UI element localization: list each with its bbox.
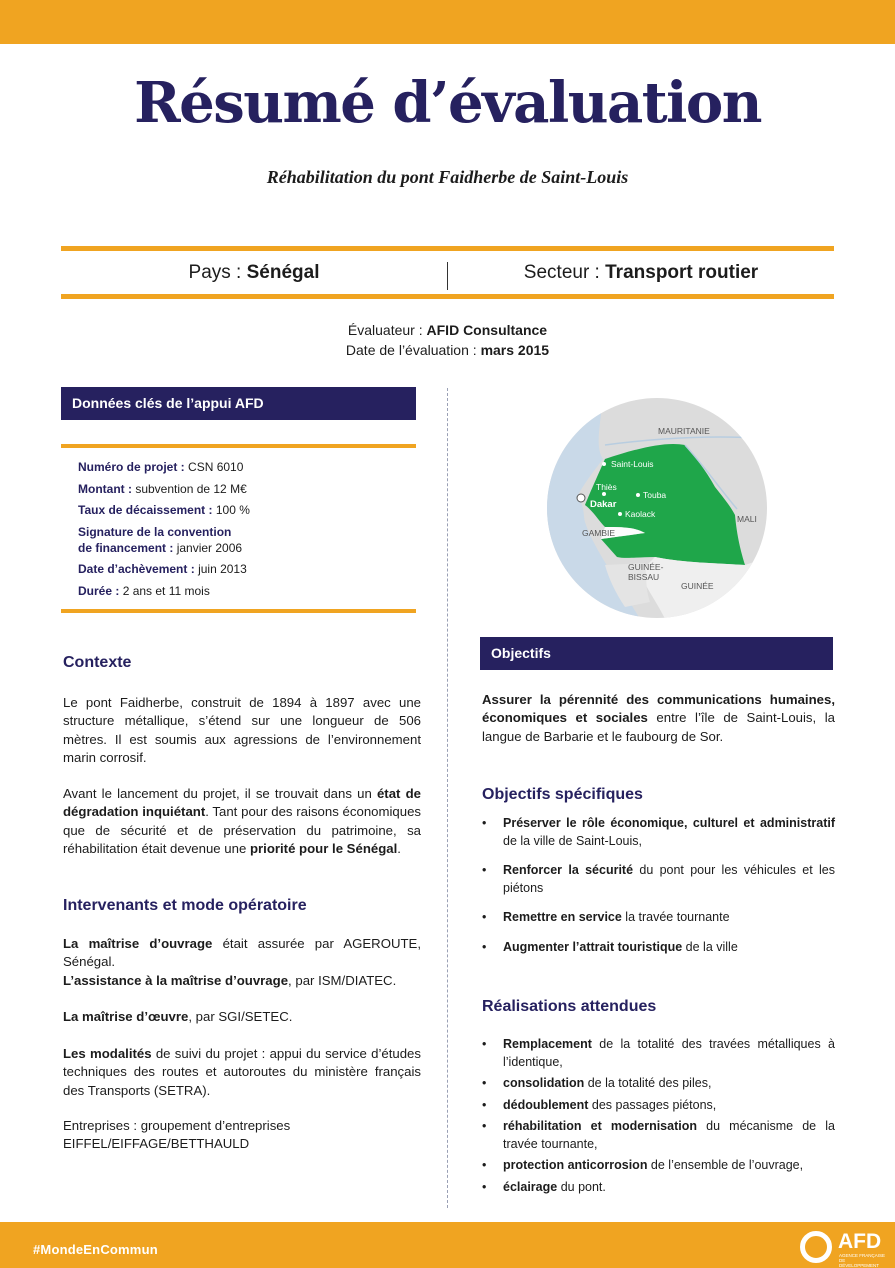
map-label-mauritanie: MAURITANIE [658, 426, 710, 436]
map-city-dot [636, 493, 640, 497]
secteur [448, 262, 834, 284]
map-label-guinee: GUINÉE [681, 581, 714, 591]
map-city-thies: Thiès [596, 482, 617, 492]
page-subtitle: Réhabilitation du pont Faidherbe de Saint-Louis [266, 167, 629, 187]
evaluateur-label: Évaluateur : [347, 322, 423, 338]
afd-ring-icon [800, 1231, 832, 1263]
list-item: • Remplacement de la totalité des travées métalliques à l’identique, [482, 1036, 835, 1071]
afd-logo-subtext: AGENCE FRANÇAISE DE DÉVELOPPEMENT [839, 1253, 886, 1268]
map-capital-dot [577, 494, 585, 502]
map-city-touba: Touba [643, 490, 667, 500]
hashtag-link[interactable]: #MondeEnCommun [33, 1242, 158, 1257]
list-item: • consolidation de la totalité des piles, [482, 1075, 835, 1093]
map-city-dakar: Dakar [590, 499, 617, 510]
map-city-dot [602, 492, 606, 496]
key-data-item: Durée : 2 ans et 11 mois [78, 583, 210, 598]
list-item: • Renforcer la sécurité du pont pour les véhicules et les piétons [482, 862, 835, 897]
map-city-dot [618, 512, 622, 516]
page-title: Résumé d’évaluation [134, 70, 761, 136]
specifiques-list [482, 815, 835, 956]
intervenants-heading: Intervenants et mode opératoire [63, 897, 307, 914]
date-label: Date de l’évaluation : [345, 342, 477, 358]
map-label-guinee-bissau-1: GUINÉE- [628, 562, 664, 572]
list-item: • Augmenter l’attrait touristique de la ville [482, 939, 835, 957]
intervenants-l1: La maîtrise d’ouvrage était assurée par AGEROUTE, Sénégal. [63, 936, 422, 970]
intervenants-l2: L’assistance à la maîtrise d’ouvrage, par ISM/DIATEC. [63, 973, 397, 988]
key-data-heading: Données clés de l’appui AFD [61, 387, 416, 420]
specifiques-heading: Objectifs spécifiques [482, 786, 643, 803]
list-item: • Remettre en service la travée tournante [482, 909, 835, 927]
pays-label: Pays : [188, 262, 242, 283]
key-data-list [78, 459, 408, 604]
list-item: • Préserver le rôle économique, culturel et administratif de la ville de Saint-Louis, [482, 815, 835, 850]
map-city-kaolack: Kaolack [625, 509, 656, 519]
key-data-item: Signature de la convention de financement : janvier 2006 [78, 524, 243, 555]
contexte-heading: Contexte [63, 654, 132, 671]
list-item: • dédoublement des passages piétons, [482, 1097, 835, 1115]
map-label-guinee-bissau-2: BISSAU [628, 572, 660, 582]
key-data-item: Montant : subvention de 12 M€ [78, 481, 247, 496]
realisations-list [482, 1036, 835, 1196]
key-data-item: Numéro de projet : CSN 6010 [78, 460, 244, 474]
pays [61, 262, 447, 284]
evaluateur-value: AFID Consultance [426, 322, 548, 338]
senegal-map [545, 397, 769, 619]
key-data-top-rule [61, 444, 416, 448]
evaluateur-line [0, 320, 895, 340]
afd-logo-text: AFD [838, 1230, 882, 1253]
column-divider [447, 388, 448, 1208]
intervenants-l3: La maîtrise d’œuvre, par SGI/SETEC. [63, 1009, 293, 1024]
afd-logo [800, 1228, 890, 1266]
map-label-gambie: GAMBIE [582, 528, 616, 538]
objectifs-paragraph: Assurer la pérennité des communications humaines, économiques et sociales entre l’île de Saint-Louis, la langue de Barbarie et le faubourg de Sor. [482, 692, 835, 744]
key-data-item: Date d’achèvement : juin 2013 [78, 562, 247, 576]
meta-band-bottom [61, 294, 834, 299]
contexte-p1: Le pont Faidherbe, construit de 1894 à 1897 avec une structure métallique, s’étend sur une longueur de 506 mètres. Il est soumis aux agressions de l’environnement marin corrosif. [63, 695, 421, 766]
intervenants-l4: Les modalités de suivi du projet : appui du service d’études techniques des routes et autoroutes du ministère français des Transports (SETRA). [63, 1046, 421, 1098]
list-item: • protection anticorrosion de l’ensemble de l’ouvrage, [482, 1157, 835, 1175]
date-value: mars 2015 [480, 342, 550, 358]
key-data-bottom-rule [61, 609, 416, 613]
map-city-dot [602, 462, 606, 466]
top-band [0, 0, 895, 44]
list-item: • éclairage du pont. [482, 1179, 835, 1197]
list-item: • réhabilitation et modernisation du mécanisme de la travée tournante, [482, 1118, 835, 1153]
evaluator-block [0, 320, 895, 360]
secteur-value: Transport routier [605, 262, 759, 283]
intervenants-l5: Entreprises : groupement d’entreprises EIFFEL/EIFFAGE/BETTHAULD [63, 1118, 291, 1152]
realisations-heading: Réalisations attendues [482, 998, 657, 1015]
meta-band-top [61, 246, 834, 251]
secteur-label: Secteur : [523, 262, 600, 283]
date-line [0, 340, 895, 360]
objectifs-heading: Objectifs [480, 637, 833, 670]
map-city-saint-louis: Saint-Louis [611, 459, 654, 469]
map-label-mali: MALI [737, 514, 757, 524]
key-data-item: Taux de décaissement : 100 % [78, 503, 250, 517]
contexte-p2: Avant le lancement du projet, il se trouvait dans un état de dégradation inquiétant. Tant pour des raisons économiques que de sécurité et de préservation du patrimoine, sa réhabilitation était devenue une priorité pour le Sénégal. [63, 786, 421, 857]
pays-value: Sénégal [246, 262, 320, 283]
